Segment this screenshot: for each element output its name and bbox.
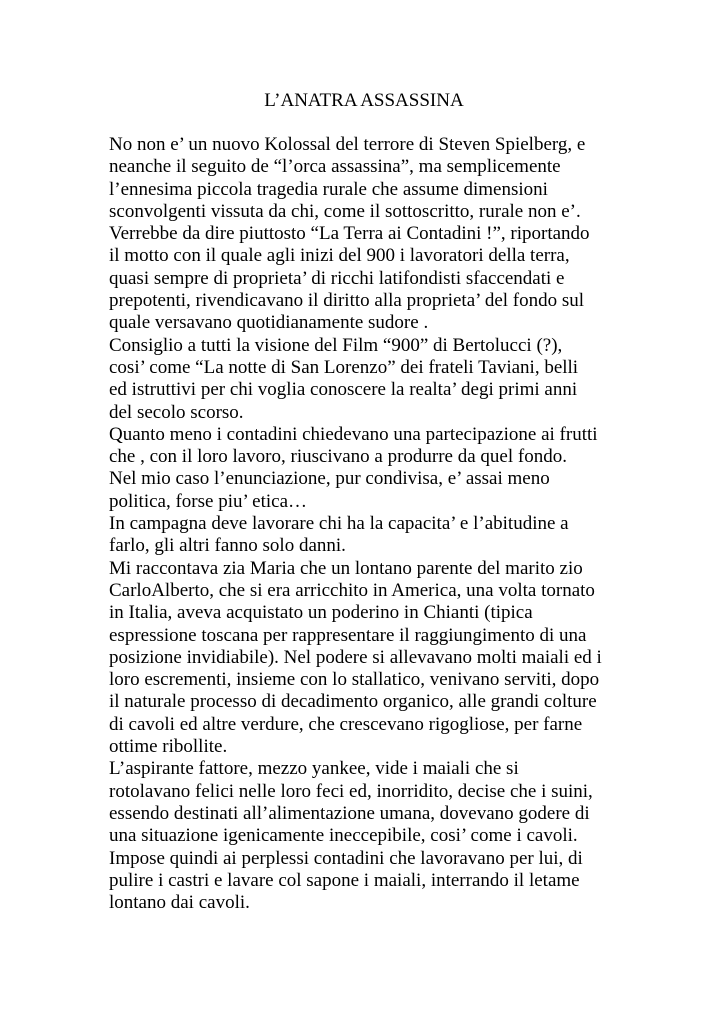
text-line: neanche il seguito de “l’orca assassina”, ma semplicemente <box>109 156 561 178</box>
text-line: farlo, gli altri fanno solo danni. <box>109 535 346 557</box>
text-line: il naturale processo di decadimento organico, alle grandi colture <box>109 691 597 713</box>
text-line: prepotenti, rivendicavano il diritto alla proprieta’ del fondo sul <box>109 290 585 312</box>
document-title: L’ANATRA ASSASSINA <box>264 90 464 111</box>
text-line: lontano dai cavoli. <box>109 892 250 914</box>
text-line: quale versavano quotidianamente sudore . <box>109 312 429 334</box>
text-line: cosi’ come “La notte di San Lorenzo” dei frateli Taviani, belli <box>109 356 579 378</box>
text-line: quasi sempre di proprieta’ di ricchi latifondisti sfaccendati e <box>109 267 565 289</box>
text-line: In campagna deve lavorare chi ha la capacita’ e l’abitudine a <box>109 513 569 535</box>
text-line: espressione toscana per rappresentare il raggiungimento di una <box>109 624 587 646</box>
text-line: No non e’ un nuovo Kolossal del terrore di Steven Spielberg, e <box>109 134 586 155</box>
text-line: CarloAlberto, che si era arricchito in America, una volta tornato <box>109 579 595 601</box>
text-line: rotolavano felici nelle loro feci ed, inorridito, decise che i suini, <box>109 780 593 802</box>
text-line: L’aspirante fattore, mezzo yankee, vide i maiali che si <box>109 758 519 780</box>
text-line: del secolo scorso. <box>109 401 244 423</box>
text-line: Impose quindi ai perplessi contadini che lavoravano per lui, di <box>109 847 583 869</box>
text-line: essendo destinati all’alimentazione umana, dovevano godere di <box>109 802 590 824</box>
text-line: Mi raccontava zia Maria che un lontano parente del marito zio <box>109 557 583 579</box>
text-line: ottime ribollite. <box>109 736 228 758</box>
text-line: ed istruttivi per chi voglia conoscere la realta’ degi primi anni <box>109 379 578 401</box>
text-line: Consiglio a tutti la visione del Film “900” di Bertolucci (?), <box>109 334 563 356</box>
text-line: l’ennesima piccola tragedia rurale che assume dimensioni <box>109 178 548 200</box>
text-line: politica, forse piu’ etica… <box>109 490 308 512</box>
document-body <box>109 134 624 914</box>
text-line: Quanto meno i contadini chiedevano una partecipazione ai frutti <box>109 423 598 445</box>
text-line: pulire i castri e lavare col sapone i maiali, interrando il letame <box>109 869 580 891</box>
text-line: il motto con il quale agli inizi del 900 i lavoratori della terra, <box>109 245 570 267</box>
text-line: una situazione igenicamente ineccepibile, cosi’ come i cavoli. <box>109 825 578 847</box>
text-line: Nel mio caso l’enunciazione, pur condivisa, e’ assai meno <box>109 468 550 490</box>
text-line: Verrebbe da dire piuttosto “La Terra ai Contadini !”, riportando <box>109 223 590 245</box>
text-line: in Italia, aveva acquistato un poderino in Chianti (tipica <box>109 602 533 624</box>
text-line: sconvolgenti vissuta da chi, come il sottoscritto, rurale non e’. <box>109 200 581 222</box>
text-line: loro escrementi, insieme con lo stallatico, venivano serviti, dopo <box>109 669 600 691</box>
text-line: che , con il loro lavoro, riuscivano a produrre da quel fondo. <box>109 446 567 468</box>
text-line: posizione invidiabile). Nel podere si allevavano molti maiali ed i <box>109 646 602 668</box>
text-line: di cavoli ed altre verdure, che crescevano rigogliose, per farne <box>109 713 583 735</box>
